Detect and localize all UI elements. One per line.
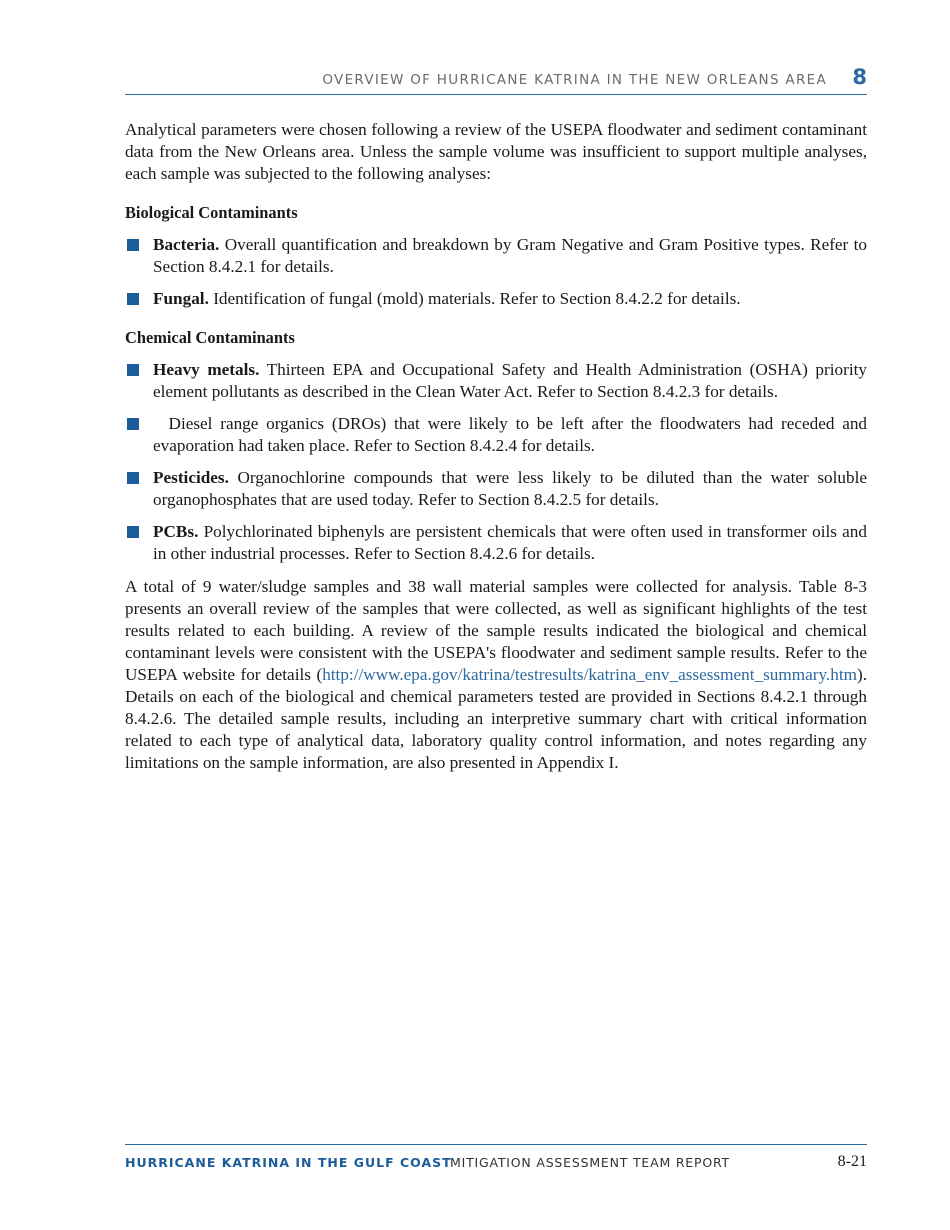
biological-list <box>125 234 867 310</box>
page-number: 8-21 <box>837 1153 867 1170</box>
footer-report-subtitle: MITIGATION ASSESSMENT TEAM REPORT <box>450 1155 730 1170</box>
list-item <box>125 288 867 310</box>
square-bullet-icon <box>127 239 139 251</box>
intro-paragraph: Analytical parameters were chosen following a review of the USEPA floodwater and sediment contaminant data from the New Orleans area. Unless the sample volume was insufficient to support multiple analyses, each sample was subjected to the following analyses: <box>125 120 867 183</box>
footer-report-title: HURRICANE KATRINA IN THE GULF COAST <box>125 1155 452 1170</box>
square-bullet-icon <box>127 526 139 538</box>
item-lead: Pesticides. <box>153 468 229 487</box>
usepa-link[interactable]: http://www.epa.gov/katrina/testresults/katrina_env_assessment_summary.htm <box>322 665 857 684</box>
item-text: Organochlorine compounds that were less likely to be diluted than the water soluble organophosphates that are used today. Refer to Section 8.4.2.5 for details. <box>153 468 867 509</box>
square-bullet-icon <box>127 472 139 484</box>
item-lead: PCBs. <box>153 522 199 541</box>
biological-heading: Biological Contaminants <box>125 203 298 222</box>
list-item <box>125 413 867 457</box>
list-item <box>125 521 867 565</box>
page-footer <box>125 1144 867 1175</box>
item-text: Overall quantification and breakdown by Gram Negative and Gram Positive types. Refer to Section 8.4.2.1 for details. <box>153 235 867 276</box>
list-item <box>125 467 867 511</box>
page-content <box>125 119 867 774</box>
item-lead: Bacteria. <box>153 235 220 254</box>
header-title: OVERVIEW OF HURRICANE KATRINA IN THE NEW ORLEANS AREA <box>322 72 827 88</box>
item-text: Diesel range organics (DROs) that were likely to be left after the floodwaters had receded and evaporation had taken place. Refer to Section 8.4.2.4 for details. <box>153 414 868 455</box>
list-item <box>125 234 867 278</box>
square-bullet-icon <box>127 364 139 376</box>
item-lead: Heavy metals. <box>153 360 260 379</box>
summary-text-start: A total of 9 water/sludge samples and 38 wall material samples were collected for analysis. Table 8-3 presents an overall review of the samples that were collected, as well as significant highlights of the test results related to each building. A review of the sample results indicated the biological and chemical contaminant levels were consistent with the USEPA's floodwater and sediment sample results. Refer to the USEPA website for details ( <box>125 577 867 684</box>
chapter-number: 8 <box>852 65 867 89</box>
page-header <box>125 62 867 95</box>
square-bullet-icon <box>127 418 139 430</box>
summary-text-end: ). Details on each of the biological and chemical parameters tested are provided in Sections 8.4.2.1 through 8.4.2.6. The detailed sample results, including an interpretive summary chart with critical information related to each type of analytical data, laboratory quality control information, and notes regarding any limitations on the sample information, are also presented in Appendix I. <box>125 665 867 772</box>
summary-paragraph <box>125 576 867 774</box>
item-text: Thirteen EPA and Occupational Safety and Health Administration (OSHA) priority element pollutants as described in the Clean Water Act. Refer to Section 8.4.2.3 for details. <box>153 360 867 401</box>
item-lead: Fungal. <box>153 289 209 308</box>
chemical-list <box>125 359 867 565</box>
list-item <box>125 359 867 403</box>
item-text: Polychlorinated biphenyls are persistent chemicals that were often used in transformer oils and in other industrial processes. Refer to Section 8.4.2.6 for details. <box>153 522 867 563</box>
chemical-heading: Chemical Contaminants <box>125 328 295 347</box>
item-text: Identification of fungal (mold) materials. Refer to Section 8.4.2.2 for details. <box>208 289 741 308</box>
square-bullet-icon <box>127 293 139 305</box>
